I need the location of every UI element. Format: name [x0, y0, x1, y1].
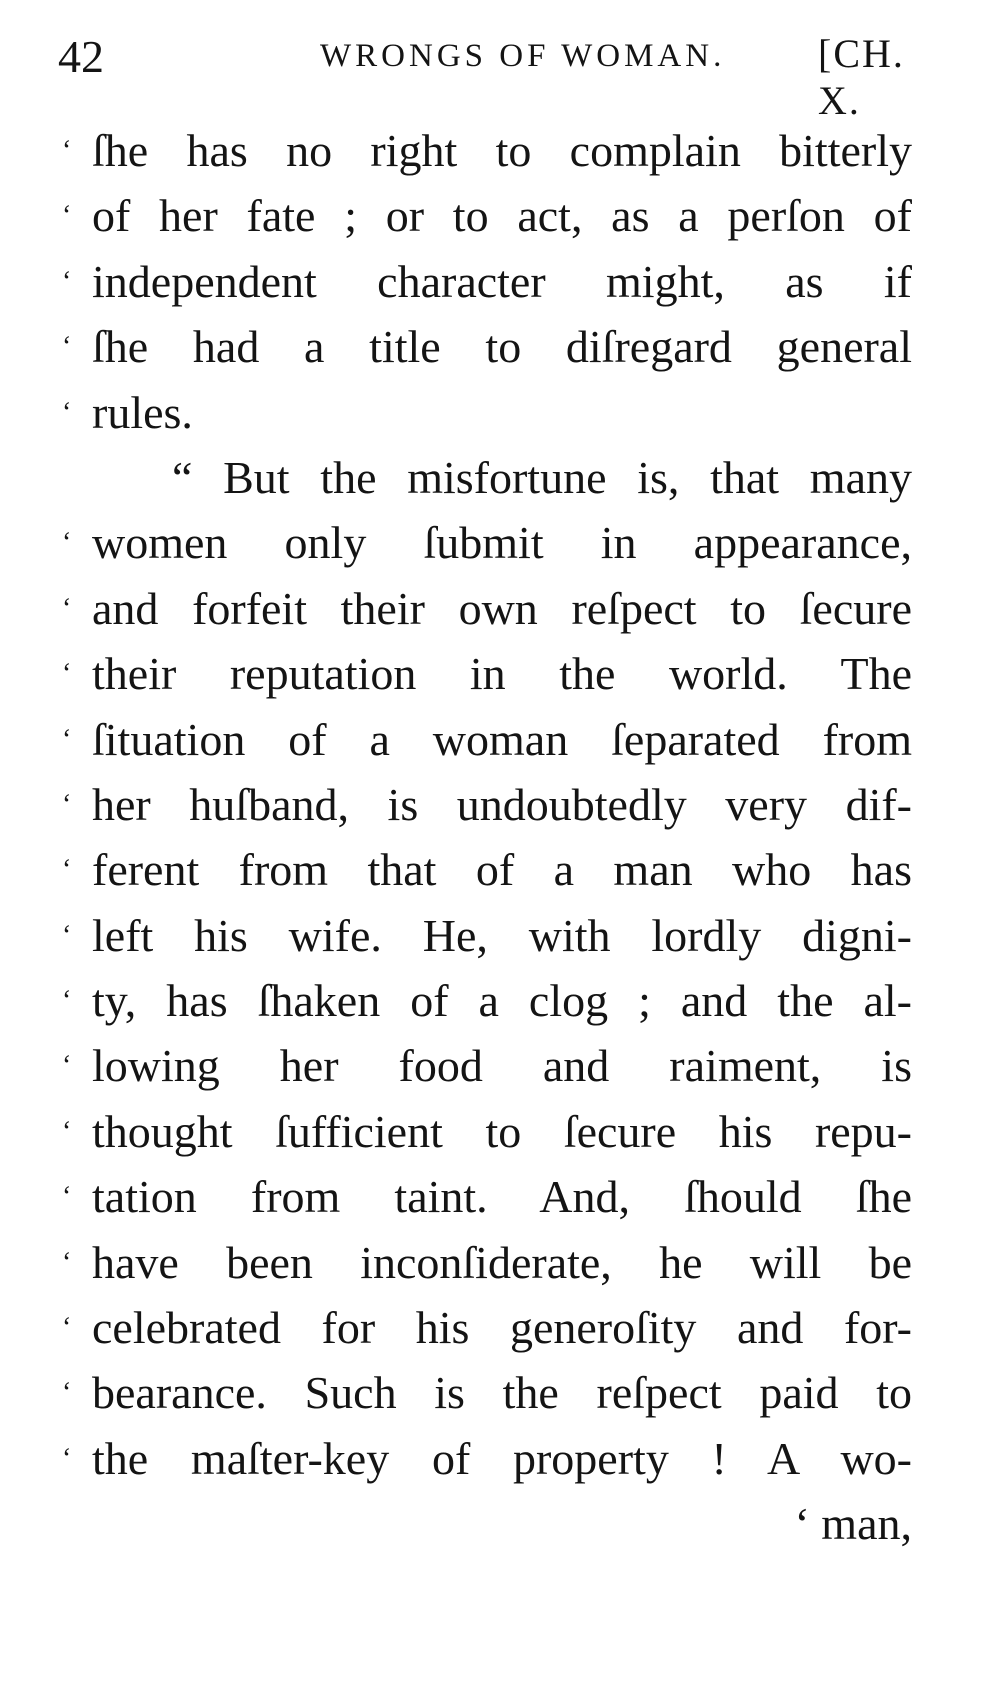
text-line	[62, 641, 912, 706]
quotation-mark: ‘	[62, 396, 72, 428]
line-text: thought ſufficient to ſecure his repu-	[92, 1105, 912, 1157]
line-text: tation from taint. And, ſhould ſhe	[92, 1171, 912, 1223]
text-line	[62, 903, 912, 968]
text-line	[62, 1033, 912, 1098]
text-line	[62, 118, 912, 183]
quotation-mark: ‘	[62, 1312, 72, 1344]
line-text: independent character might, as if	[92, 255, 912, 307]
text-line	[62, 707, 912, 772]
body-text	[62, 118, 912, 1557]
page-number: 42	[58, 31, 104, 82]
quotation-mark: ‘	[62, 985, 72, 1017]
quotation-mark: ‘	[62, 1377, 72, 1409]
line-text: her huſband, is undoubtedly very dif-	[92, 778, 912, 830]
quotation-mark: ‘	[62, 265, 72, 297]
text-line	[62, 183, 912, 248]
text-line	[62, 1230, 912, 1295]
quotation-mark: ‘	[62, 1050, 72, 1082]
line-text: left his wife. He, with lordly digni-	[92, 909, 912, 961]
catchword-line	[62, 1491, 912, 1556]
paragraph-start-line	[62, 445, 912, 510]
text-line	[62, 772, 912, 837]
page-header	[58, 30, 958, 123]
text-line	[62, 1099, 912, 1164]
line-text: ſituation of a woman ſeparated from	[92, 713, 912, 765]
text-line	[62, 576, 912, 641]
quotation-mark: ‘	[62, 1181, 72, 1213]
quotation-mark: ‘	[62, 331, 72, 363]
line-text: bearance. Such is the reſpect paid to	[92, 1367, 912, 1419]
quotation-mark: ‘	[62, 1442, 72, 1474]
line-text: ſhe has no right to complain bitterly	[92, 125, 912, 176]
text-line	[62, 1360, 912, 1425]
line-text: of her fate ; or to act, as a perſon of	[92, 190, 912, 242]
quotation-mark: ‘	[62, 200, 72, 232]
quotation-mark: ‘	[62, 854, 72, 886]
line-text: their reputation in the world. The	[92, 648, 912, 700]
text-line	[62, 249, 912, 314]
quotation-mark: ‘	[62, 1115, 72, 1147]
quotation-mark: ‘	[62, 788, 72, 820]
line-text: the maſter-key of property ! A wo-	[92, 1432, 912, 1484]
quotation-mark: ‘	[62, 723, 72, 755]
line-text: have been inconſiderate, he will be	[92, 1236, 912, 1288]
running-title: WRONGS OF WOMAN.	[320, 38, 726, 74]
text-line	[62, 968, 912, 1033]
line-text: and forfeit their own reſpect to ſecure	[92, 582, 912, 634]
quotation-mark: ‘	[62, 135, 72, 166]
quotation-mark: ‘	[62, 592, 72, 624]
line-text: rules.	[92, 386, 193, 438]
quotation-mark: ‘	[62, 658, 72, 690]
text-line	[62, 1164, 912, 1229]
text-line	[62, 1295, 912, 1360]
line-text: ferent from that of a man who has	[92, 844, 912, 896]
line-text: women only ſubmit in appearance,	[92, 517, 912, 569]
chapter-reference: [CH. X.	[818, 31, 905, 123]
text-line	[62, 1426, 912, 1491]
text-line	[62, 837, 912, 902]
line-text: celebrated for his generoſity and for-	[92, 1302, 912, 1354]
text-line	[62, 380, 912, 445]
line-text: “ But the misfortune is, that many	[172, 451, 912, 503]
line-text: ſhe had a title to diſregard general	[92, 321, 912, 373]
quotation-mark: ‘	[62, 1246, 72, 1278]
text-line	[62, 314, 912, 379]
line-text: lowing her food and raiment, is	[92, 1040, 912, 1092]
catchword: ‘ man,	[794, 1498, 912, 1550]
text-line	[62, 510, 912, 575]
line-text: ty, has ſhaken of a clog ; and the al-	[92, 975, 912, 1027]
quotation-mark: ‘	[62, 919, 72, 951]
quotation-mark: ‘	[62, 527, 72, 559]
